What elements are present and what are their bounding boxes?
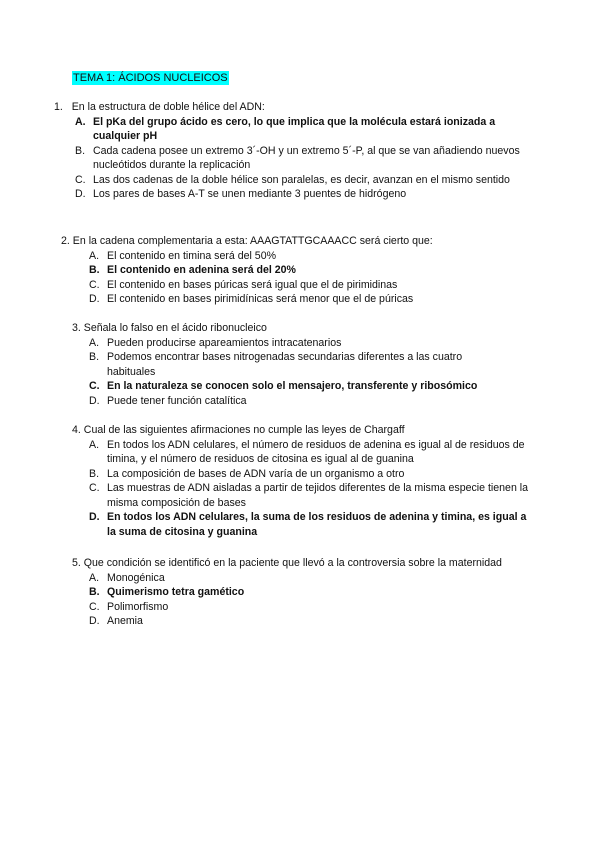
question-1: [54, 100, 524, 202]
question-2: [61, 234, 501, 307]
option-2d: D. El contenido en bases pirimidínicas será menor que el de púricas: [89, 293, 414, 305]
question-1-options: [75, 115, 524, 202]
question-3: [72, 321, 512, 408]
option-3c: C. En la naturaleza se conocen solo el mensajero, transferente y ribosómico: [89, 380, 478, 392]
question-5-text: 5. Que condición se identificó en la paciente que llevó a la controversia sobre la maternidad: [72, 557, 502, 569]
option-3d: D. Puede tener función catalítica: [89, 394, 247, 407]
question-4: [72, 423, 532, 539]
option-5b: B. Quimerismo tetra gamético: [89, 586, 245, 598]
question-1-text: 1. En la estructura de doble hélice del ADN:: [54, 101, 265, 113]
option-4c: C. Las muestras de ADN aisladas a partir de tejidos diferentes de la misma especie tienen la misma composición de bases: [89, 482, 529, 509]
option-4a: A. En todos los ADN celulares, el número de residuos de adenina es igual al de residuos de timina, y el número de residuos de citosina es igual al de guanina: [89, 438, 525, 465]
option-3b: B. Podemos encontrar bases nitrogenadas secundarias diferentes a las cuatro habituales: [89, 351, 463, 378]
option-5d: D. Anemia: [89, 615, 143, 627]
page-title: TEMA 1: ÁCIDOS NUCLEICOS: [73, 72, 228, 84]
option-5a: A. Monogénica: [89, 571, 165, 584]
option-1d: D. Los pares de bases A-T se unen mediante 3 puentes de hidrógeno: [75, 188, 407, 200]
option-3a: A. Pueden producirse apareamientos intracatenarios: [89, 336, 342, 349]
question-2-options: [89, 249, 501, 307]
option-4b: B. La composición de bases de ADN varía de un organismo a otro: [89, 467, 405, 480]
option-1a: A. El pKa del grupo ácido es cero, lo que implica que la molécula estará ionizada a cualquier pH: [75, 115, 496, 142]
question-3-options: [89, 336, 512, 409]
option-4d: D. En todos los ADN celulares, la suma de los residuos de adenina y timina, es igual a la suma de citosina y guanina: [89, 511, 527, 538]
question-5-options: [89, 571, 542, 629]
option-2a: A. El contenido en timina será del 50%: [89, 249, 277, 262]
option-2b: B. El contenido en adenina será del 20%: [89, 264, 296, 276]
option-2c: C. El contenido en bases púricas será igual que el de pirimidinas: [89, 278, 398, 291]
question-4-options: [89, 438, 532, 540]
option-5c: C. Polimorfismo: [89, 600, 169, 613]
question-2-text: 2. En la cadena complementaria a esta: AAAGTATTGCAAACC será cierto que:: [61, 235, 433, 247]
question-3-text: 3. Señala lo falso en el ácido ribonucleico: [72, 322, 267, 334]
question-5: [72, 556, 542, 629]
question-4-text: 4. Cual de las siguientes afirmaciones no cumple las leyes de Chargaff: [72, 424, 405, 436]
option-1b: B. Cada cadena posee un extremo 3´-OH y un extremo 5´-P, al que se van añadiendo nuevos nucleótidos durante la replicación: [75, 144, 520, 171]
option-1c: C. Las dos cadenas de la doble hélice son paralelas, es decir, avanzan en el mismo sentido: [75, 173, 510, 186]
